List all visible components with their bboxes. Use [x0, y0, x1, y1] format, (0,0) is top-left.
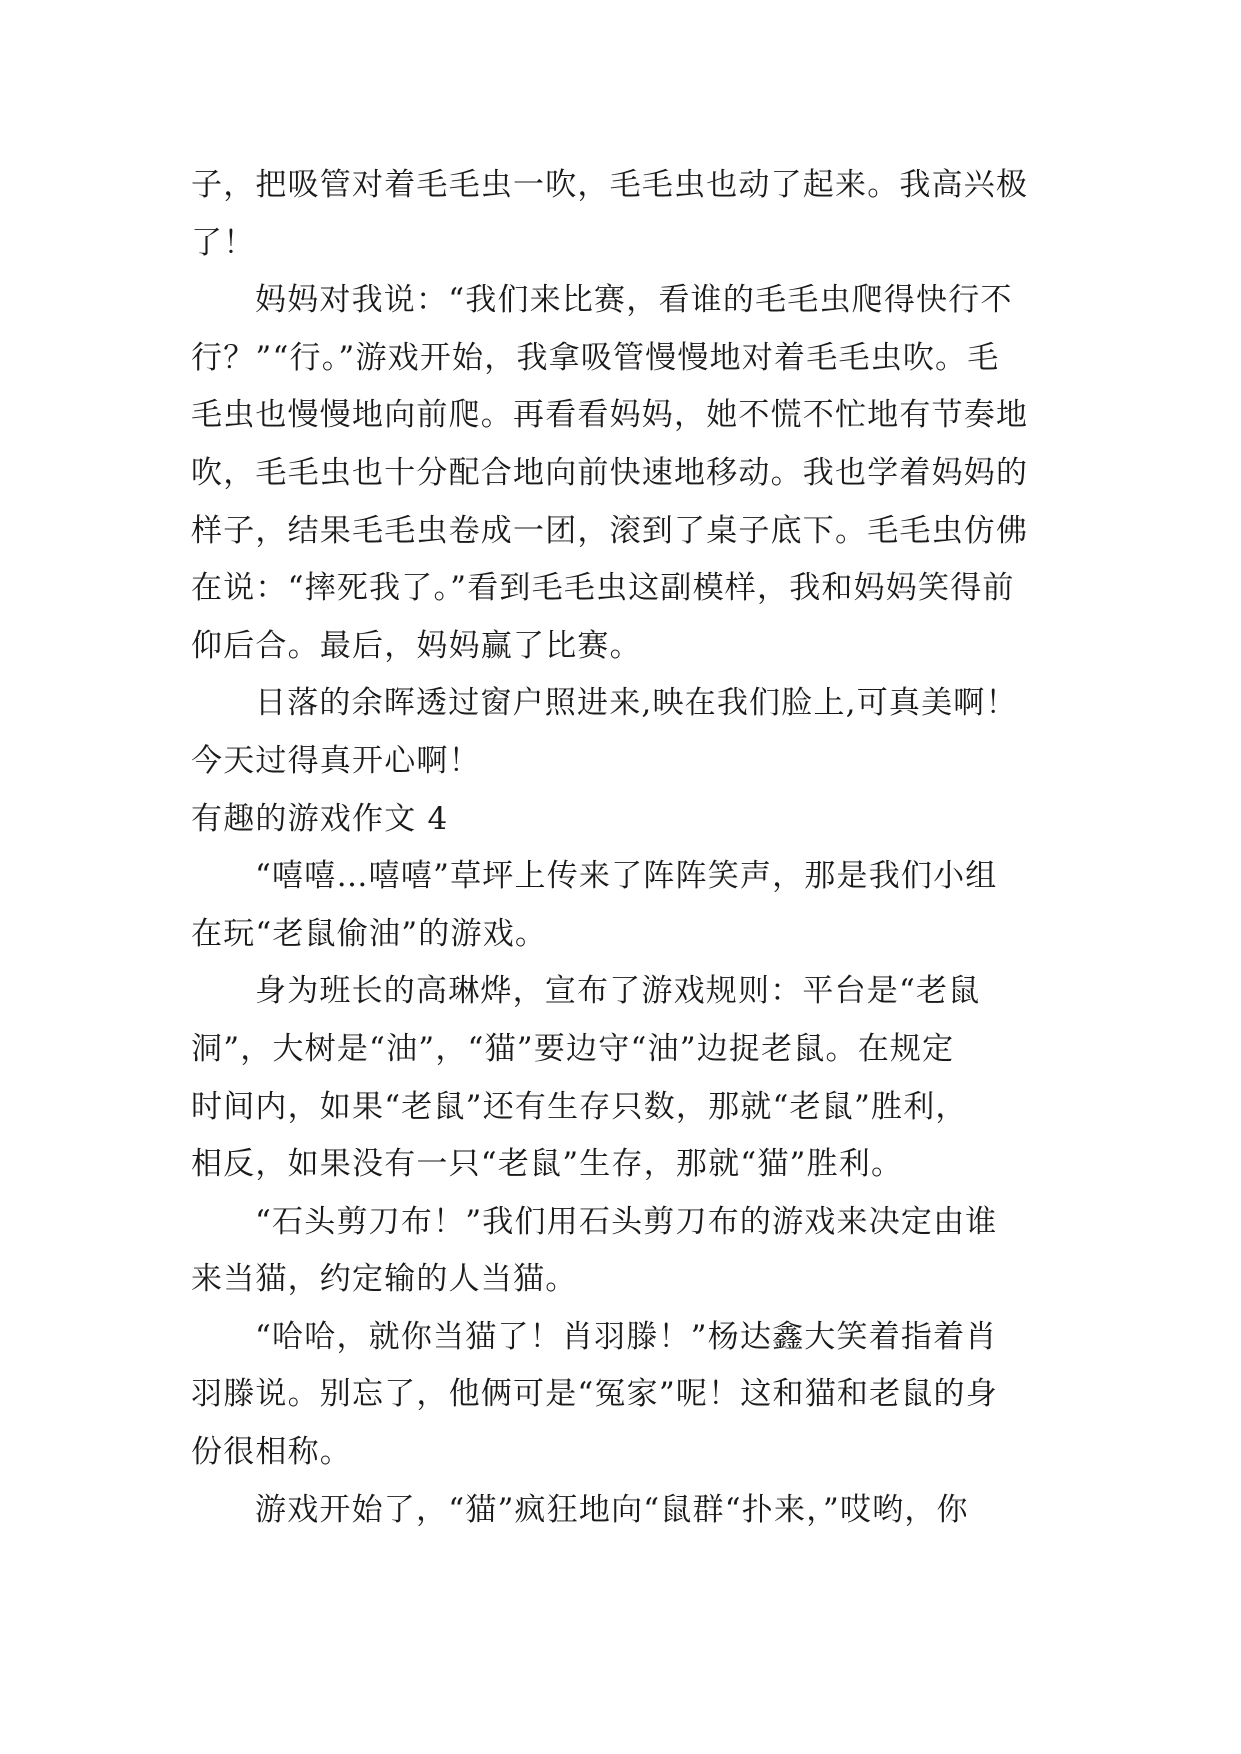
- text-line: 仰后合。最后，妈妈赢了比赛。: [191, 627, 642, 664]
- text-line: 吹，毛毛虫也十分配合地向前快速地移动。我也学着妈妈的: [191, 454, 1029, 491]
- text-line: 子，把吸管对着毛毛虫一吹，毛毛虫也动了起来。我高兴极: [191, 167, 1029, 203]
- text-line: 来当猫，约定输的人当猫。: [191, 1261, 578, 1298]
- text-line: 游戏开始了，“猫”疯狂地向“鼠群“扑来，”哎哟，你: [255, 1491, 969, 1528]
- essay-body: [191, 157, 1061, 1539]
- text-line: 时间内，如果“老鼠”还有生存只数，那就“老鼠”胜利，: [191, 1088, 968, 1125]
- text-line: 样子，结果毛毛虫卷成一团，滚到了桌子底下。毛毛虫仿佛: [191, 512, 1029, 549]
- text-line: 日落的余晖透过窗户照进来,映在我们脸上,可真美啊！: [255, 685, 1018, 722]
- text-line: “石头剪刀布！”我们用石头剪刀布的游戏来决定由谁: [255, 1203, 998, 1240]
- text-line: 相反，如果没有一只“老鼠”生存，那就“猫”胜利。: [191, 1146, 904, 1183]
- text-line: 羽滕说。别忘了，他俩可是“冤家”呢！这和猫和老鼠的身: [191, 1376, 998, 1413]
- text-line: “哈哈，就你当猫了！肖羽滕！”杨达鑫大笑着指着肖: [255, 1318, 998, 1355]
- text-line: 洞”，大树是“油”，“猫”要边守“油”边捉老鼠。在规定: [191, 1030, 955, 1067]
- text-line: 身为班长的高琳烨，宣布了游戏规则：平台是“老鼠: [255, 973, 981, 1010]
- text-line: 妈妈对我说：“我们来比赛，看谁的毛毛虫爬得快行不: [255, 282, 1013, 319]
- text-line: “嘻嘻…嘻嘻”草坪上传来了阵阵笑声，那是我们小组: [255, 858, 998, 895]
- text-line: 今天过得真开心啊！: [191, 742, 481, 779]
- text-line: 毛虫也慢慢地向前爬。再看看妈妈，她不慌不忙地有节奏地: [191, 397, 1029, 434]
- text-line: 在说：“摔死我了。”看到毛毛虫这副模样，我和妈妈笑得前: [191, 570, 1015, 607]
- text-line: 有趣的游戏作文 4: [191, 800, 449, 837]
- text-line: 行？”“行。”游戏开始，我拿吸管慢慢地对着毛毛虫吹。毛: [191, 339, 1000, 376]
- text-line: 在玩“老鼠偷油”的游戏。: [191, 915, 548, 952]
- text-line: 了！: [191, 224, 256, 261]
- text-line: 份很相称。: [191, 1434, 352, 1471]
